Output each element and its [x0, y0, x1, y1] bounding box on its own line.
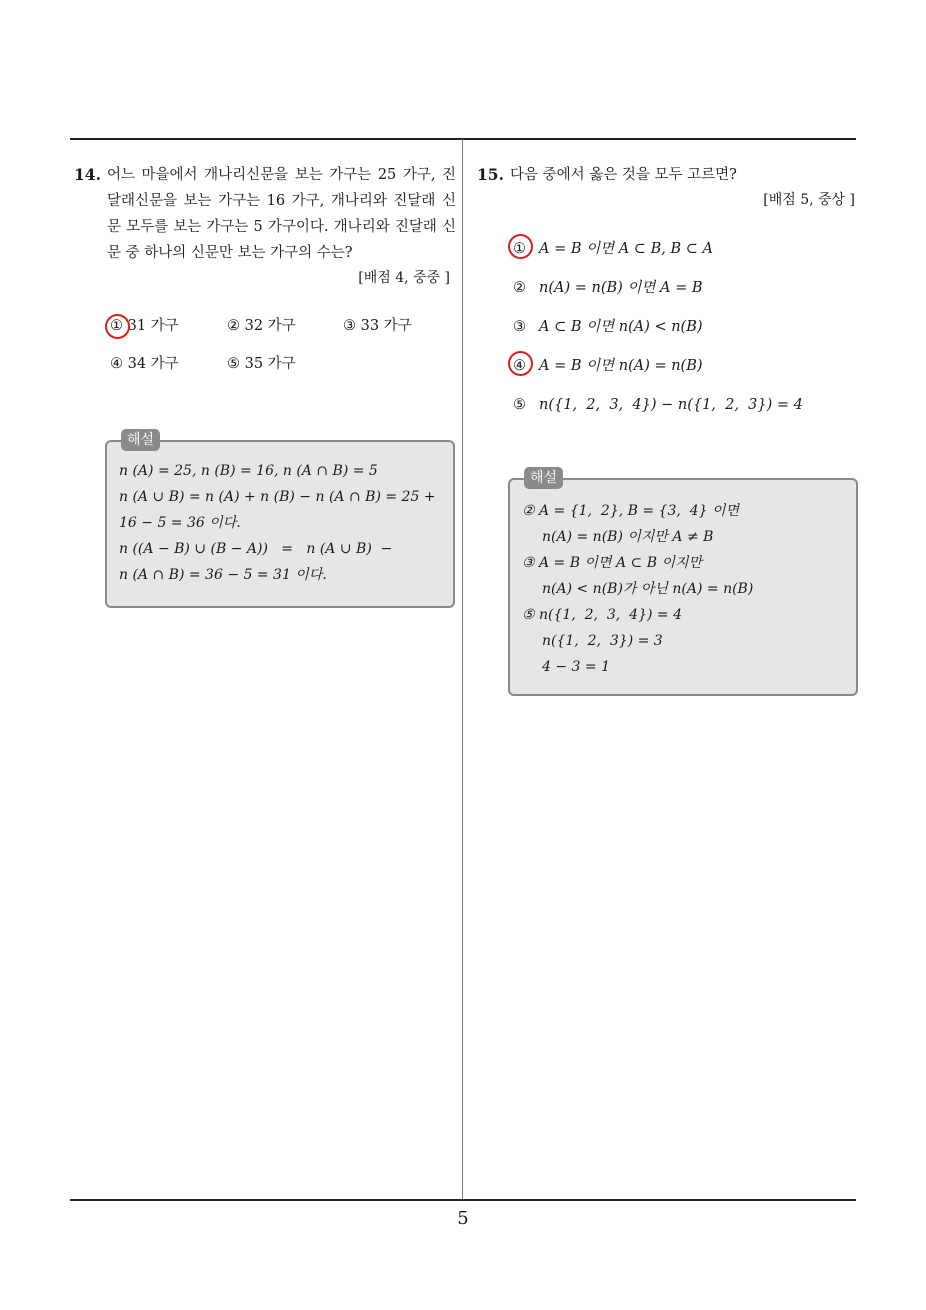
- solution-label: 해설: [524, 467, 563, 489]
- solution-line: ② A = {1, 2}, B = {3, 4} 이면: [522, 503, 740, 519]
- solution-line: n (A ∪ B) = n (A) + n (B) − n (A ∩ B) = 25 +: [119, 489, 436, 505]
- solution-line: 4 − 3 = 1: [542, 659, 610, 675]
- choice-text: n(A) = n(B) 이면 A = B: [539, 280, 703, 296]
- choice-mark: ⑤: [513, 397, 526, 413]
- choice-text: 31 가구: [127, 318, 179, 334]
- choice-mark: ⑤: [227, 356, 240, 372]
- choice-4[interactable]: [110, 352, 179, 373]
- choice-1[interactable]: [477, 238, 857, 277]
- solution-label: 해설: [121, 429, 160, 451]
- question-text: 어느 마을에서 개나리신문을 보는 가구는 25 가구, 진달래신문을 보는 가구는 16 가구, 개나리와 진달래 신문 모두를 보는 가구는 5 가구이다. 개나리와 진달래 신문 중 하나의 신문만 보는 가구의 수는?: [106, 167, 456, 261]
- choice-mark: ③: [343, 318, 356, 334]
- choice-mark: ①: [110, 318, 123, 334]
- solution-box-15: [508, 470, 858, 696]
- question-15-header: [477, 162, 857, 188]
- choice-1[interactable]: [110, 314, 179, 335]
- choice-mark: ②: [227, 318, 240, 334]
- page-number: 5: [457, 1208, 469, 1229]
- choice-2[interactable]: [477, 277, 857, 316]
- points-label: [배점 5, 중상 ]: [763, 192, 855, 208]
- red-circle-icon: [105, 314, 130, 339]
- solution-line: n(A) = n(B) 이지만 A ≠ B: [542, 529, 714, 545]
- question-text: 다음 중에서 옳은 것을 모두 고르면?: [509, 167, 737, 183]
- choice-text: 33 가구: [360, 318, 412, 334]
- bottom-rule: [70, 1199, 856, 1201]
- question-number: 15.: [477, 165, 504, 184]
- top-rule: [70, 138, 856, 140]
- solution-line: n({1, 2, 3}) = 3: [542, 633, 663, 649]
- solution-body: [107, 442, 453, 588]
- choice-text: n({1, 2, 3, 4}) − n({1, 2, 3}) = 4: [539, 397, 803, 413]
- solution-line: 16 − 5 = 36 이다.: [119, 515, 241, 531]
- red-circle-icon: [508, 234, 533, 259]
- points-label: [배점 4, 중중 ]: [358, 270, 450, 286]
- choice-4[interactable]: [477, 355, 857, 394]
- choice-mark: ②: [513, 280, 526, 296]
- choice-5[interactable]: [477, 394, 857, 433]
- solution-box-14: [105, 432, 455, 608]
- solution-line: ③ A = B 이면 A ⊂ B 이지만: [522, 555, 703, 571]
- question-14-header: [74, 162, 456, 266]
- solution-line: ⑤ n({1, 2, 3, 4}) = 4: [522, 607, 682, 623]
- choice-text: 34 가구: [127, 356, 179, 372]
- choice-mark: ①: [513, 238, 526, 260]
- choice-3[interactable]: [477, 316, 857, 355]
- choice-3[interactable]: [343, 314, 412, 335]
- answer-choices: [477, 238, 857, 433]
- solution-line: n (A) = 25, n (B) = 16, n (A ∩ B) = 5: [119, 463, 378, 479]
- choice-2[interactable]: [227, 314, 296, 335]
- choice-text: A = B 이면 n(A) = n(B): [539, 358, 703, 374]
- choice-5[interactable]: [227, 352, 296, 373]
- solution-body: [510, 480, 856, 680]
- question-15: [477, 162, 857, 433]
- column-divider: [462, 139, 463, 1199]
- red-circle-icon: [508, 351, 533, 376]
- solution-line: n (A ∩ B) = 36 − 5 = 31 이다.: [119, 567, 327, 583]
- choice-mark: ④: [513, 355, 526, 377]
- solution-line: n(A) < n(B)가 아닌 n(A) = n(B): [542, 581, 754, 597]
- question-number: 14.: [74, 165, 101, 184]
- answer-choices: [74, 314, 456, 394]
- choice-text: A = B 이면 A ⊂ B, B ⊂ A: [539, 241, 713, 257]
- solution-line: n ((A − B) ∪ (B − A)) = n (A ∪ B) −: [119, 541, 393, 557]
- choice-text: 35 가구: [244, 356, 296, 372]
- choice-text: 32 가구: [244, 318, 296, 334]
- choice-mark: ③: [513, 319, 526, 335]
- choice-text: A ⊂ B 이면 n(A) < n(B): [539, 319, 703, 335]
- choice-mark: ④: [110, 356, 123, 372]
- question-14: [74, 162, 456, 394]
